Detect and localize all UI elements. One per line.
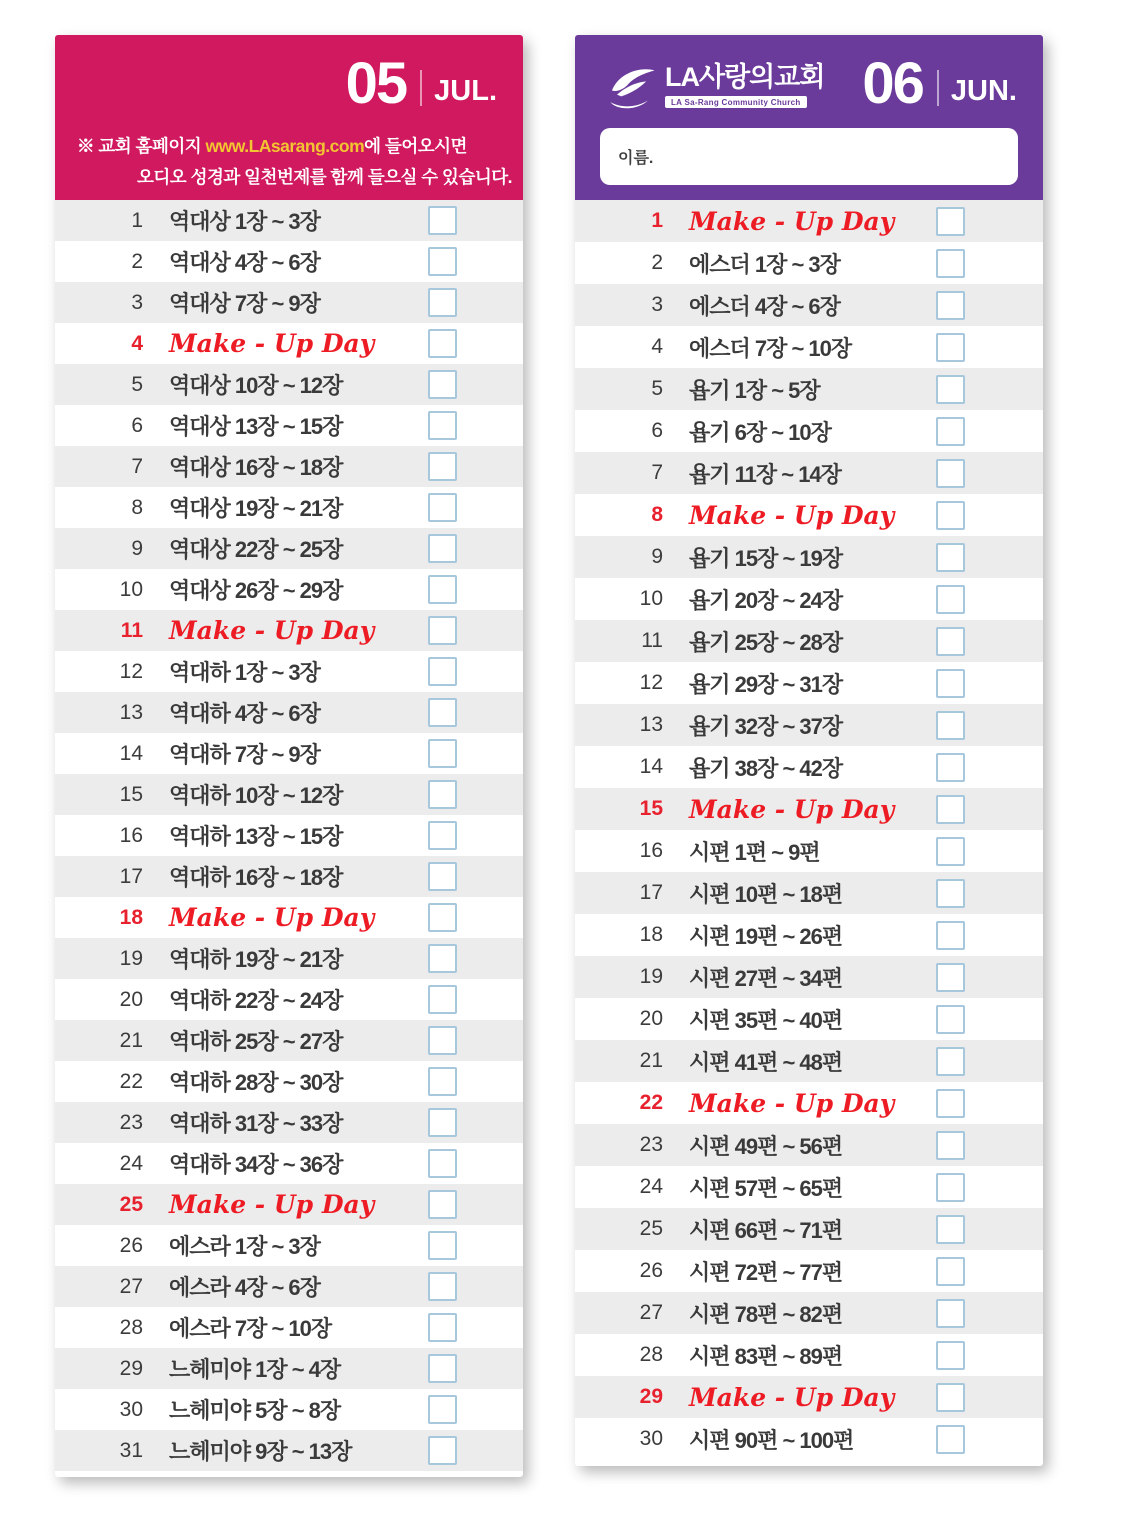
reading-label: 욥기 1장 ~ 5장 [689, 377, 820, 403]
reading-checkbox[interactable] [428, 411, 457, 440]
reading-checkbox[interactable] [428, 903, 457, 932]
day-number: 9 [131, 536, 143, 560]
reading-label: 에스더 1장 ~ 3장 [689, 251, 840, 277]
day-number: 18 [639, 923, 663, 946]
jul-reading-list [55, 200, 523, 1471]
day-number: 20 [119, 987, 143, 1011]
reading-checkbox[interactable] [936, 1341, 965, 1370]
reading-checkbox[interactable] [936, 1005, 965, 1034]
makeup-day-label: Make - Up Day [169, 903, 375, 932]
reading-checkbox[interactable] [936, 711, 965, 740]
day-number: 24 [119, 1151, 143, 1175]
reading-label: 시편 90편 ~ 100편 [689, 1427, 854, 1453]
reading-label: 역대상 22장 ~ 25장 [169, 537, 343, 562]
day-number: 10 [639, 587, 663, 610]
reading-checkbox[interactable] [936, 963, 965, 992]
day-number: 2 [131, 249, 143, 273]
jul-month-display [345, 51, 497, 116]
reading-checkbox[interactable] [936, 1173, 965, 1202]
reading-checkbox[interactable] [936, 585, 965, 614]
day-number: 25 [119, 1192, 143, 1216]
reading-row [575, 830, 1043, 872]
reading-row [55, 569, 523, 610]
reading-plan-card-jun [575, 35, 1043, 1466]
reading-checkbox[interactable] [936, 669, 965, 698]
reading-checkbox[interactable] [428, 1026, 457, 1055]
reading-label: 역대상 1장 ~ 3장 [169, 209, 320, 234]
reading-checkbox[interactable] [428, 821, 457, 850]
church-name-english: LA Sa-Rang Community Church [665, 96, 807, 108]
notice-line1-prefix: ※ 교회 홈페이지 [77, 136, 206, 156]
reading-checkbox[interactable] [936, 333, 965, 362]
reading-label: 역대상 16장 ~ 18장 [169, 455, 343, 480]
reading-row [55, 1020, 523, 1061]
day-number: 4 [131, 331, 143, 355]
day-number: 23 [639, 1133, 663, 1156]
reading-row [55, 733, 523, 774]
reading-label: 역대하 13장 ~ 15장 [169, 824, 343, 849]
day-number: 11 [641, 629, 663, 652]
makeup-day-row [575, 494, 1043, 536]
day-number: 3 [131, 290, 143, 314]
reading-checkbox[interactable] [428, 247, 457, 276]
day-number: 6 [651, 419, 663, 442]
reading-row [55, 1061, 523, 1102]
reading-label: 욥기 20장 ~ 24장 [689, 587, 843, 613]
makeup-day-row [575, 1082, 1043, 1124]
day-number: 13 [639, 713, 663, 736]
reading-label: 욥기 15장 ~ 19장 [689, 545, 843, 571]
reading-label: 시편 57편 ~ 65편 [689, 1175, 843, 1201]
reading-checkbox[interactable] [428, 1354, 457, 1383]
jul-month-number: 05 [345, 51, 407, 116]
makeup-day-row [575, 200, 1043, 242]
makeup-day-label: Make - Up Day [169, 616, 375, 645]
reading-checkbox[interactable] [428, 452, 457, 481]
reading-checkbox[interactable] [428, 1272, 457, 1301]
day-number: 11 [120, 618, 143, 642]
reading-checkbox[interactable] [428, 1395, 457, 1424]
church-logo-text [665, 63, 824, 108]
day-number: 13 [119, 700, 143, 724]
reading-label: 역대상 4장 ~ 6장 [169, 250, 320, 275]
day-number: 10 [119, 577, 143, 601]
reading-row [55, 528, 523, 569]
reading-checkbox[interactable] [428, 739, 457, 768]
reading-label: 역대하 28장 ~ 30장 [169, 1070, 343, 1095]
day-number: 1 [131, 208, 143, 232]
reading-label: 역대상 10장 ~ 12장 [169, 373, 343, 398]
reading-row [55, 979, 523, 1020]
reading-checkbox[interactable] [936, 879, 965, 908]
reading-checkbox[interactable] [428, 493, 457, 522]
reading-checkbox[interactable] [428, 698, 457, 727]
reading-row [575, 536, 1043, 578]
makeup-day-label: Make - Up Day [169, 1190, 375, 1219]
reading-checkbox[interactable] [936, 1131, 965, 1160]
reading-row [55, 487, 523, 528]
reading-label: 시편 41편 ~ 48편 [689, 1049, 843, 1075]
jul-header [55, 35, 523, 200]
notice-line1-suffix: 에 들어오시면 [364, 136, 467, 156]
makeup-day-label: Make - Up Day [169, 329, 375, 358]
reading-row [55, 774, 523, 815]
jun-header [575, 35, 1043, 200]
church-website-url: www.LAsarang.com [205, 136, 365, 156]
day-number: 24 [639, 1175, 663, 1198]
day-number: 27 [119, 1274, 143, 1298]
reading-row [575, 1250, 1043, 1292]
reading-label: 시편 1편 ~ 9편 [689, 839, 820, 865]
makeup-day-label: Make - Up Day [689, 794, 895, 824]
reading-checkbox[interactable] [428, 657, 457, 686]
reading-label: 에스라 4장 ~ 6장 [169, 1275, 320, 1300]
reading-row [575, 1208, 1043, 1250]
day-number: 15 [639, 797, 663, 820]
reading-checkbox[interactable] [428, 370, 457, 399]
reading-row [575, 704, 1043, 746]
reading-row [55, 815, 523, 856]
day-number: 21 [119, 1028, 143, 1052]
day-number: 6 [131, 413, 143, 437]
day-number: 9 [651, 545, 663, 568]
reading-label: 시편 10편 ~ 18편 [689, 881, 843, 907]
day-number: 23 [119, 1110, 143, 1134]
reading-checkbox[interactable] [936, 1089, 965, 1118]
reading-checkbox[interactable] [428, 780, 457, 809]
reading-row [575, 242, 1043, 284]
makeup-day-label: Make - Up Day [689, 206, 895, 236]
reading-checkbox[interactable] [428, 1436, 457, 1465]
day-number: 12 [119, 659, 143, 683]
day-number: 17 [639, 881, 663, 904]
day-number: 18 [119, 905, 143, 929]
day-number: 29 [639, 1385, 663, 1408]
reading-label: 역대상 7장 ~ 9장 [169, 291, 320, 316]
reading-row [55, 938, 523, 979]
reading-checkbox[interactable] [936, 795, 965, 824]
reading-checkbox[interactable] [936, 753, 965, 782]
reading-checkbox[interactable] [428, 206, 457, 235]
name-input-field[interactable] [600, 128, 1018, 185]
reading-checkbox[interactable] [428, 616, 457, 645]
reading-label: 역대하 34장 ~ 36장 [169, 1152, 343, 1177]
reading-row [55, 651, 523, 692]
day-number: 8 [131, 495, 143, 519]
makeup-day-row [55, 323, 523, 364]
reading-checkbox[interactable] [936, 459, 965, 488]
day-number: 21 [639, 1049, 663, 1072]
day-number: 1 [651, 209, 663, 232]
reading-checkbox[interactable] [428, 1190, 457, 1219]
day-number: 19 [119, 946, 143, 970]
reading-row [55, 282, 523, 323]
day-number: 19 [639, 965, 663, 988]
day-number: 12 [639, 671, 663, 694]
jun-month-display [862, 51, 1017, 116]
reading-row [55, 1102, 523, 1143]
reading-label: 시편 78편 ~ 82편 [689, 1301, 843, 1327]
jun-reading-list [575, 200, 1043, 1460]
reading-label: 역대하 10장 ~ 12장 [169, 783, 343, 808]
reading-checkbox[interactable] [936, 837, 965, 866]
day-number: 5 [131, 372, 143, 396]
day-number: 27 [639, 1301, 663, 1324]
reading-label: 역대하 4장 ~ 6장 [169, 701, 320, 726]
reading-checkbox[interactable] [936, 1047, 965, 1076]
church-name: LA사랑의교회 [665, 62, 825, 92]
reading-label: 시편 66편 ~ 71편 [689, 1217, 843, 1243]
reading-label: 역대상 13장 ~ 15장 [169, 414, 343, 439]
reading-checkbox[interactable] [936, 501, 965, 530]
reading-plan-card-jul [55, 35, 523, 1477]
reading-label: 욥기 25장 ~ 28장 [689, 629, 843, 655]
month-divider [420, 70, 422, 106]
reading-row [55, 364, 523, 405]
reading-row [575, 1334, 1043, 1376]
reading-checkbox[interactable] [936, 417, 965, 446]
day-number: 14 [639, 755, 663, 778]
reading-checkbox[interactable] [936, 249, 965, 278]
reading-label: 욥기 6장 ~ 10장 [689, 419, 831, 445]
day-number: 16 [639, 839, 663, 862]
reading-label: 시편 83편 ~ 89편 [689, 1343, 843, 1369]
makeup-day-row [55, 610, 523, 651]
reading-row [575, 914, 1043, 956]
reading-row [55, 1307, 523, 1348]
reading-label: 시편 72편 ~ 77편 [689, 1259, 843, 1285]
reading-row [55, 1143, 523, 1184]
reading-row [55, 241, 523, 282]
website-notice [77, 131, 513, 193]
reading-row [55, 200, 523, 241]
reading-row [55, 1430, 523, 1471]
reading-label: 역대하 31장 ~ 33장 [169, 1111, 343, 1136]
reading-checkbox[interactable] [936, 291, 965, 320]
reading-checkbox[interactable] [428, 288, 457, 317]
day-number: 25 [639, 1217, 663, 1240]
reading-row [575, 872, 1043, 914]
reading-checkbox[interactable] [428, 1067, 457, 1096]
reading-label: 시편 49편 ~ 56편 [689, 1133, 843, 1159]
day-number: 26 [639, 1259, 663, 1282]
month-divider [937, 70, 939, 106]
reading-label: 역대상 26장 ~ 29장 [169, 578, 343, 603]
day-number: 22 [119, 1069, 143, 1093]
notice-line2: 오디오 성경과 일천번제를 함께 들으실 수 있습니다. [137, 167, 513, 187]
reading-label: 느헤미야 5장 ~ 8장 [169, 1398, 341, 1423]
reading-row [575, 1166, 1043, 1208]
reading-checkbox[interactable] [936, 1215, 965, 1244]
notice-line1 [77, 131, 513, 162]
reading-checkbox[interactable] [936, 921, 965, 950]
day-number: 30 [119, 1397, 143, 1421]
day-number: 17 [119, 864, 143, 888]
makeup-day-row [575, 1376, 1043, 1418]
reading-label: 에스더 7장 ~ 10장 [689, 335, 852, 361]
makeup-day-label: Make - Up Day [689, 500, 895, 530]
day-number: 4 [651, 335, 663, 358]
reading-label: 시편 27편 ~ 34편 [689, 965, 843, 991]
day-number: 7 [131, 454, 143, 478]
reading-label: 역대하 19장 ~ 21장 [169, 947, 343, 972]
reading-checkbox[interactable] [936, 1425, 965, 1454]
reading-label: 역대하 22장 ~ 24장 [169, 988, 343, 1013]
makeup-day-row [575, 788, 1043, 830]
day-number: 31 [119, 1438, 143, 1462]
day-number: 16 [119, 823, 143, 847]
reading-label: 역대상 19장 ~ 21장 [169, 496, 343, 521]
reading-row [55, 1389, 523, 1430]
reading-checkbox[interactable] [936, 627, 965, 656]
reading-row [575, 1292, 1043, 1334]
makeup-day-row [55, 897, 523, 938]
day-number: 15 [119, 782, 143, 806]
day-number: 22 [639, 1091, 663, 1114]
reading-checkbox[interactable] [428, 1231, 457, 1260]
reading-checkbox[interactable] [428, 862, 457, 891]
reading-label: 역대하 7장 ~ 9장 [169, 742, 320, 767]
reading-label: 역대하 1장 ~ 3장 [169, 660, 320, 685]
reading-label: 느헤미야 1장 ~ 4장 [169, 1357, 341, 1382]
reading-row [575, 620, 1043, 662]
reading-row [575, 284, 1043, 326]
reading-checkbox[interactable] [936, 1257, 965, 1286]
reading-checkbox[interactable] [936, 1383, 965, 1412]
reading-label: 에스라 1장 ~ 3장 [169, 1234, 320, 1259]
reading-checkbox[interactable] [428, 1313, 457, 1342]
reading-row [55, 856, 523, 897]
day-number: 20 [639, 1007, 663, 1030]
reading-row [575, 956, 1043, 998]
reading-row [55, 1225, 523, 1266]
reading-checkbox[interactable] [936, 1299, 965, 1328]
reading-row [575, 326, 1043, 368]
reading-checkbox[interactable] [936, 207, 965, 236]
reading-label: 욥기 32장 ~ 37장 [689, 713, 843, 739]
day-number: 26 [119, 1233, 143, 1257]
reading-checkbox[interactable] [936, 543, 965, 572]
reading-row [55, 692, 523, 733]
jun-month-abbr: JUN. [950, 74, 1017, 107]
reading-row [575, 452, 1043, 494]
day-number: 8 [651, 503, 663, 526]
church-logo [607, 63, 824, 116]
day-number: 30 [639, 1427, 663, 1450]
reading-label: 욥기 38장 ~ 42장 [689, 755, 843, 781]
day-number: 2 [651, 251, 663, 274]
day-number: 28 [639, 1343, 663, 1366]
reading-label: 역대하 16장 ~ 18장 [169, 865, 343, 890]
day-number: 29 [119, 1356, 143, 1380]
day-number: 28 [119, 1315, 143, 1339]
church-wing-logo-icon [607, 65, 657, 116]
makeup-day-row [55, 1184, 523, 1225]
day-number: 14 [119, 741, 143, 765]
makeup-day-label: Make - Up Day [689, 1088, 895, 1118]
name-input-label: 이름. [618, 150, 654, 167]
reading-row [575, 998, 1043, 1040]
reading-row [575, 746, 1043, 788]
reading-row [55, 446, 523, 487]
makeup-day-label: Make - Up Day [689, 1382, 895, 1412]
reading-label: 역대하 25장 ~ 27장 [169, 1029, 343, 1054]
reading-checkbox[interactable] [428, 985, 457, 1014]
reading-row [575, 662, 1043, 704]
day-number: 5 [651, 377, 663, 400]
reading-checkbox[interactable] [428, 1149, 457, 1178]
day-number: 3 [651, 293, 663, 316]
reading-checkbox[interactable] [428, 575, 457, 604]
reading-label: 시편 19편 ~ 26편 [689, 923, 843, 949]
reading-row [575, 1124, 1043, 1166]
reading-label: 시편 35편 ~ 40편 [689, 1007, 843, 1033]
day-number: 7 [651, 461, 663, 484]
reading-row [55, 405, 523, 446]
reading-label: 느헤미야 9장 ~ 13장 [169, 1439, 352, 1464]
reading-row [575, 368, 1043, 410]
reading-checkbox[interactable] [428, 944, 457, 973]
reading-checkbox[interactable] [428, 1108, 457, 1137]
reading-checkbox[interactable] [428, 534, 457, 563]
reading-row [575, 1040, 1043, 1082]
jun-month-number: 06 [862, 51, 923, 116]
reading-row [575, 1418, 1043, 1460]
reading-row [575, 578, 1043, 620]
reading-label: 욥기 29장 ~ 31장 [689, 671, 843, 697]
reading-label: 에스더 4장 ~ 6장 [689, 293, 840, 319]
jul-month-abbr: JUL. [434, 74, 497, 107]
reading-row [55, 1266, 523, 1307]
reading-row [55, 1348, 523, 1389]
reading-row [575, 410, 1043, 452]
reading-label: 에스라 7장 ~ 10장 [169, 1316, 332, 1341]
reading-checkbox[interactable] [428, 329, 457, 358]
reading-label: 욥기 11장 ~ 14장 [689, 461, 841, 487]
reading-checkbox[interactable] [936, 375, 965, 404]
